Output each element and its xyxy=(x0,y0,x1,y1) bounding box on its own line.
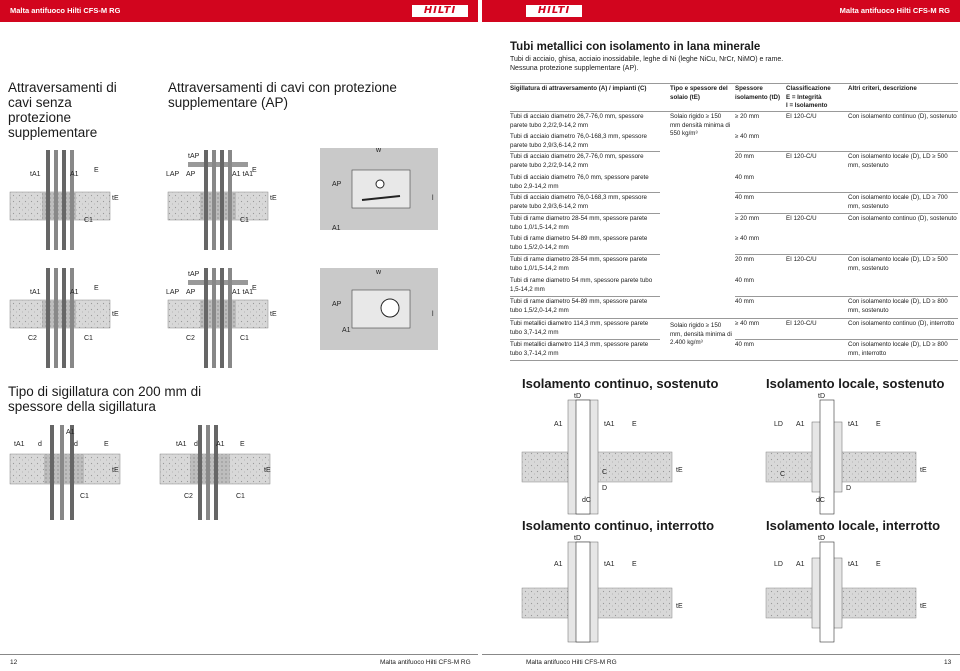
table-row-2-insulation: ≥ 40 mm xyxy=(735,133,760,140)
svg-text:d: d xyxy=(38,441,42,448)
svg-text:l: l xyxy=(432,195,434,202)
svg-text:tA1: tA1 xyxy=(30,289,41,296)
header-title-left: Malta antifuoco Hilti CFS-M RG xyxy=(10,6,121,15)
svg-text:l: l xyxy=(432,311,434,318)
svg-text:LD: LD xyxy=(774,421,783,428)
svg-text:tA1: tA1 xyxy=(604,561,615,568)
table-row-1-penetration: Tubi di acciaio diametro 26,7-76,0 mm, spessore parete tubo 2,2/2,9-14,2 mm xyxy=(510,113,644,129)
svg-text:A1: A1 xyxy=(554,561,563,568)
svg-text:tE: tE xyxy=(676,603,683,610)
seal-type-diagrams xyxy=(0,420,478,530)
svg-text:tD: tD xyxy=(574,393,581,400)
svg-text:LAP: LAP xyxy=(166,289,180,296)
svg-text:E: E xyxy=(252,167,257,174)
svg-text:dC: dC xyxy=(816,497,825,504)
cable-penetration-diagrams xyxy=(0,140,478,370)
svg-text:A1: A1 xyxy=(342,327,351,334)
svg-text:A1: A1 xyxy=(796,421,805,428)
subtitle-materials: Tubi di acciaio, ghisa, acciaio inossidabile, leghe di Ni (leghe NiCu, NrCr, NiMO) e rame. xyxy=(510,56,784,63)
svg-text:tE: tE xyxy=(112,195,119,202)
page-number-left: 12 xyxy=(10,659,18,666)
svg-text:C1: C1 xyxy=(240,217,249,224)
svg-text:AP: AP xyxy=(186,289,196,296)
svg-text:tD: tD xyxy=(818,393,825,400)
column-header-isolation: I = Isolamento xyxy=(786,102,828,110)
table-row-9-insulation: 40 mm xyxy=(735,277,754,284)
svg-text:tE: tE xyxy=(270,195,277,202)
svg-text:AP: AP xyxy=(332,301,342,308)
heading-with-protection: Attraversamenti di cavi con protezione supplementare (AP) xyxy=(168,80,397,110)
svg-text:C2: C2 xyxy=(184,493,193,500)
svg-text:tAP: tAP xyxy=(188,153,200,160)
table-row-5-criteria: Con isolamento locale (D), LD ≥ 700 mm, sostenuto xyxy=(848,194,948,210)
svg-text:tA1: tA1 xyxy=(30,171,41,178)
svg-text:A1: A1 xyxy=(216,441,225,448)
footer-left xyxy=(0,654,478,670)
svg-text:A1: A1 xyxy=(554,421,563,428)
svg-text:C: C xyxy=(602,469,608,476)
table-row-10-penetration: Tubi di rame diametro 54-89 mm, spessore parete tubo 1,5/2,0-14,2 mm xyxy=(510,298,648,314)
table-row-8-insulation: 20 mm xyxy=(735,256,754,263)
svg-text:tA1: tA1 xyxy=(848,421,859,428)
svg-text:LAP: LAP xyxy=(166,171,180,178)
table-row-5-insulation: 40 mm xyxy=(735,194,754,201)
svg-text:A1: A1 xyxy=(70,289,79,296)
svg-text:D: D xyxy=(602,485,608,492)
table-row-10-insulation: 40 mm xyxy=(735,298,754,305)
svg-text:d: d xyxy=(194,441,198,448)
svg-text:C2: C2 xyxy=(28,335,37,342)
svg-text:tE: tE xyxy=(676,467,683,474)
svg-text:E: E xyxy=(876,561,881,568)
svg-text:E: E xyxy=(240,441,245,448)
svg-text:LD: LD xyxy=(774,561,783,568)
svg-text:tE: tE xyxy=(270,311,277,318)
footer-text-left: Malta antifuoco Hilti CFS-M RG xyxy=(380,659,471,666)
diagram-title-local-supported: Isolamento locale, sostenuto xyxy=(766,376,945,391)
table-row-11-criteria: Con isolamento continuo (D), interrotto xyxy=(848,320,955,327)
svg-text:AP: AP xyxy=(186,171,196,178)
column-header-slab: Tipo e spessore del solaio (tE) xyxy=(670,85,728,101)
svg-text:C1: C1 xyxy=(240,335,249,342)
table-row-11-penetration: Tubi metallici diametro 114,3 mm, spessore parete tubo 3,7-14,2 mm xyxy=(510,320,649,336)
table-row-9-penetration: Tubi di rame diametro 54 mm, spessore parete tubo 1,5-14,2 mm xyxy=(510,277,653,293)
svg-text:A1 tA1: A1 tA1 xyxy=(232,171,254,178)
table-row-6-criteria: Con isolamento continuo (D), sostenuto xyxy=(848,215,957,222)
svg-text:C2: C2 xyxy=(186,335,195,342)
svg-text:E: E xyxy=(94,285,99,292)
svg-text:A1: A1 xyxy=(66,429,75,436)
table-row-6-classification: EI 120-C/U xyxy=(786,215,817,222)
table-row-11-insulation: ≥ 40 mm xyxy=(735,320,760,327)
header-bar-left xyxy=(0,0,478,22)
svg-text:tD: tD xyxy=(574,535,581,542)
svg-text:E: E xyxy=(632,421,637,428)
pipe-insulation-diagrams xyxy=(482,392,960,652)
svg-text:tE: tE xyxy=(920,603,927,610)
svg-text:tAP: tAP xyxy=(188,271,200,278)
table-row-3-classification: EI 120-C/U xyxy=(786,153,817,160)
table-row-2-penetration: Tubi di acciaio diametro 76,0-168,3 mm, spessore parete tubo 2,9/3,6-14,2 mm xyxy=(510,133,647,149)
svg-text:tE: tE xyxy=(112,467,119,474)
svg-text:E: E xyxy=(876,421,881,428)
diagram-title-continuous-interrupted: Isolamento continuo, interrotto xyxy=(522,518,715,533)
table-row-11-classification: EI 120-C/U xyxy=(786,320,817,327)
svg-text:tD: tD xyxy=(818,535,825,542)
svg-text:AP: AP xyxy=(332,181,342,188)
column-header-penetration: Sigillatura di attraversamento (A) / impianti (C) xyxy=(510,85,647,92)
column-header-integrity: E = Integrità xyxy=(786,93,822,101)
svg-text:w: w xyxy=(376,147,382,154)
table-row-3-insulation: 20 mm xyxy=(735,153,754,160)
table-row-8-classification: EI 120-C/U xyxy=(786,256,817,263)
table-row-8-criteria: Con isolamento locale (D), LD ≥ 500 mm, sostenuto xyxy=(848,256,948,272)
svg-text:D: D xyxy=(846,485,852,492)
svg-text:tA1: tA1 xyxy=(176,441,187,448)
diagram-title-local-interrupted: Isolamento locale, interrotto xyxy=(766,518,941,533)
table-row-4-penetration: Tubi di acciaio diametro 76,0 mm, spessore parete tubo 2,9-14,2 mm xyxy=(510,174,649,190)
table-row-3-penetration: Tubi di acciaio diametro 26,7-76,0 mm, spessore parete tubo 2,2/2,9-14,2 mm xyxy=(510,153,644,169)
heading-no-protection: Attraversamenti di cavi senza protezione supplementare xyxy=(8,80,117,140)
table-row-7-penetration: Tubi di rame diametro 54-89 mm, spessore parete tubo 1,5/2,0-14,2 mm xyxy=(510,235,648,251)
svg-text:A1: A1 xyxy=(332,225,341,232)
table-row-3-criteria: Con isolamento locale (D), LD ≥ 500 mm, sostenuto xyxy=(848,153,948,169)
table-row-12-penetration: Tubi metallici diametro 114,3 mm, spessore parete tubo 3,7-14,2 mm xyxy=(510,341,649,357)
svg-text:E: E xyxy=(104,441,109,448)
svg-text:C1: C1 xyxy=(236,493,245,500)
diagram-title-continuous-supported: Isolamento continuo, sostenuto xyxy=(522,376,719,391)
footer-text-right: Malta antifuoco Hilti CFS-M RG xyxy=(526,659,617,666)
svg-text:w: w xyxy=(376,269,382,276)
column-header-classification: Classificazione xyxy=(786,85,831,92)
table-row-10-criteria: Con isolamento locale (D), LD ≥ 800 mm, sostenuto xyxy=(848,298,948,314)
page-title: Tubi metallici con isolamento in lana minerale xyxy=(510,41,761,53)
table-row-12-insulation: 40 mm xyxy=(735,341,754,348)
svg-text:tE: tE xyxy=(112,311,119,318)
svg-text:tE: tE xyxy=(264,467,271,474)
header-title-right: Malta antifuoco Hilti CFS-M RG xyxy=(839,6,950,15)
table-row-1-insulation: ≥ 20 mm xyxy=(735,113,760,120)
footer-right xyxy=(482,654,960,670)
slab-description-2: Solaio rigido ≥ 150 mm, densità minima di 2.400 kg/m³ xyxy=(670,322,732,347)
table-row-1-criteria: Con isolamento continuo (D), sostenuto xyxy=(848,113,957,120)
slab-description-1: Solaio rigido ≥ 150 mm densità minima di 550 kg/m³ xyxy=(670,113,731,138)
svg-text:d: d xyxy=(74,441,78,448)
hilti-logo: HILTI xyxy=(526,5,582,17)
page-number-right: 13 xyxy=(944,659,952,666)
svg-text:C1: C1 xyxy=(80,493,89,500)
svg-text:E: E xyxy=(632,561,637,568)
svg-text:C1: C1 xyxy=(84,335,93,342)
subtitle-no-protection: Nessuna protezione supplementare (AP). xyxy=(510,65,639,72)
table-row-8-penetration: Tubi di rame diametro 28-54 mm, spessore parete tubo 1,0/1,5-14,2 mm xyxy=(510,256,648,272)
svg-text:A1: A1 xyxy=(796,561,805,568)
svg-text:tE: tE xyxy=(920,467,927,474)
table-row-6-insulation: ≥ 20 mm xyxy=(735,215,760,222)
table-row-7-insulation: ≥ 40 mm xyxy=(735,235,760,242)
table-row-6-penetration: Tubi di rame diametro 28-54 mm, spessore parete tubo 1,0/1,5-14,2 mm xyxy=(510,215,648,231)
svg-text:tA1: tA1 xyxy=(604,421,615,428)
svg-text:A1: A1 xyxy=(70,171,79,178)
heading-seal-type: Tipo di sigillatura con 200 mm di spessore della sigillatura xyxy=(8,384,202,414)
table-row-4-insulation: 40 mm xyxy=(735,174,754,181)
table-row-5-penetration: Tubi di acciaio diametro 76,0-168,3 mm, spessore parete tubo 2,9/3,6-14,2 mm xyxy=(510,194,647,210)
svg-text:dC: dC xyxy=(582,497,591,504)
column-header-insulation: Spessore isolamento (tD) xyxy=(735,85,781,101)
svg-text:tA1: tA1 xyxy=(848,561,859,568)
column-header-criteria: Altri criteri, descrizione xyxy=(848,85,917,92)
svg-text:E: E xyxy=(252,285,257,292)
svg-text:C: C xyxy=(780,471,786,478)
svg-text:tA1: tA1 xyxy=(14,441,25,448)
svg-text:A1 tA1: A1 tA1 xyxy=(232,289,254,296)
svg-text:E: E xyxy=(94,167,99,174)
table-row-12-criteria: Con isolamento locale (D), LD ≥ 800 mm, interrotto xyxy=(848,341,948,357)
hilti-logo: HILTI xyxy=(412,5,468,17)
svg-text:C1: C1 xyxy=(84,217,93,224)
table-row-1-classification: EI 120-C/U xyxy=(786,113,817,120)
